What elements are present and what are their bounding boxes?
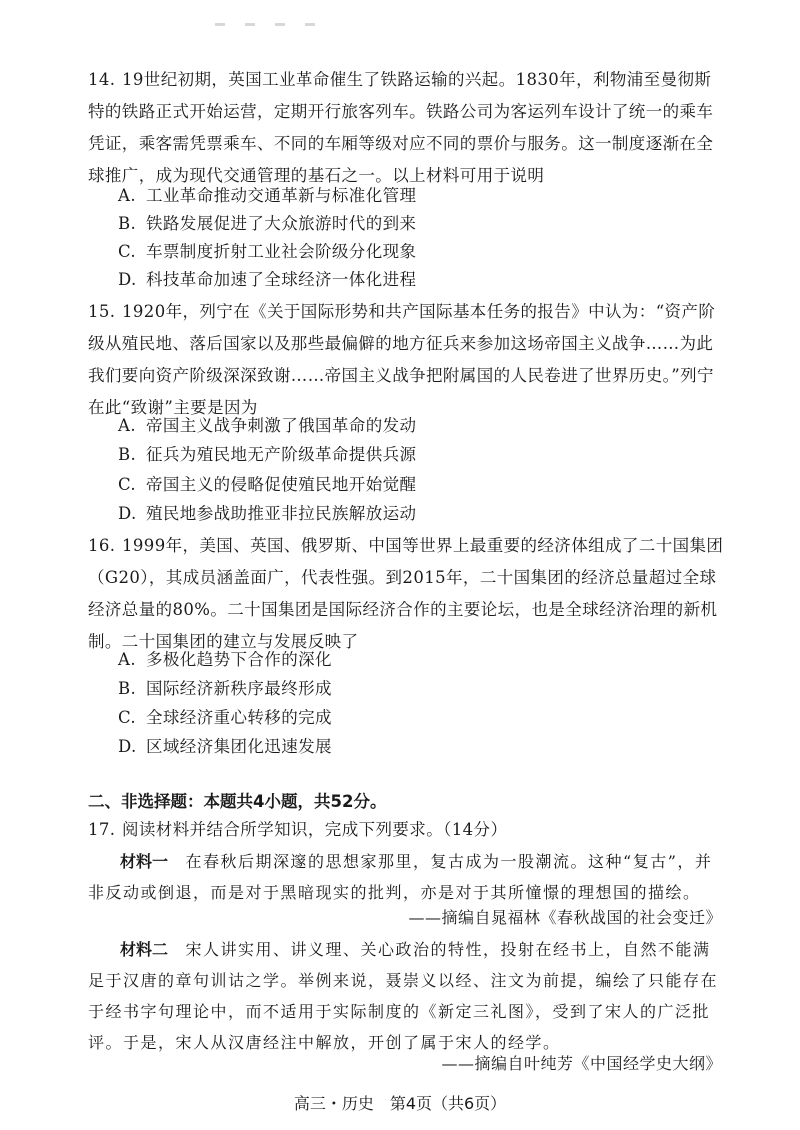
option-text: 征兵为殖民地无产阶级革命提供兵源 [146,445,417,464]
option-key: A. [118,416,136,435]
option-key: D. [118,270,137,289]
option-a [118,648,718,672]
question-stem: 阅读材料并结合所学知识，完成下列要求。（14分） [122,820,508,839]
page-footer: 高三・历史 第4页（共6页） [293,1094,507,1113]
option-text: 多极化趋势下合作的深化 [146,650,332,669]
option-text: 国际经济新秩序最终形成 [146,679,332,698]
material-text: 宋人讲实用、讲义理、关心政治的特性，投射在经书上，自然不能满足于汉唐的章句训诂之学。举例来说，聂崇义以经、注文为前提，编绘了只能存在于经书字句理论中，而不适用于实际制度的《新定三礼图》，受到了宋人的广泛批评。于是，宋人从汉唐经注中解放，开创了属于宋人的经学。 [88,940,719,1052]
question-stem: 1999年，美国、英国、俄罗斯、中国等世界上最重要的经济体组成了二十国集团（G20），其成员涵盖面广，代表性强。到2015年，二十国集团的经济总量超过全球经济总量的80%。二十国集团是国际经济合作的主要论坛，也是全球经济治理的新机制。二十国集团的建立与发展反映了 [88,536,724,651]
option-d [118,268,718,292]
option-key: C. [118,242,137,261]
option-c [118,240,718,264]
section-title: 二、非选择题：本题共4小题，共52分。 [88,792,387,811]
question-number: 14. [88,70,116,89]
option-text: 帝国主义战争刺激了俄国革命的发动 [146,416,417,435]
material-one [88,846,724,908]
option-b [118,443,718,467]
material-label: 材料二 [120,940,169,959]
option-b [118,212,718,236]
material-source: ——摘编自叶纯芳《中国经学史大纲》 [441,1054,722,1073]
option-key: D. [118,504,137,523]
option-c [118,706,718,730]
question-17 [88,818,724,842]
material-source: ——摘编自晁福林《春秋战国的社会变迁》 [408,908,722,927]
option-key: A. [118,186,136,205]
question-number: 16. [88,536,116,555]
question-number: 17. [88,820,116,839]
question-16 [88,530,724,658]
option-key: C. [118,475,137,494]
question-14 [88,64,724,192]
option-b [118,677,718,701]
option-c [118,473,718,497]
option-text: 铁路发展促进了大众旅游时代的到来 [146,214,417,233]
faint-header-marks [215,14,365,22]
option-key: A. [118,650,136,669]
option-text: 科技革命加速了全球经济一体化进程 [146,270,417,289]
option-a [118,414,718,438]
option-a [118,184,718,208]
option-key: C. [118,708,137,727]
material-two [88,934,724,1058]
option-text: 帝国主义的侵略促使殖民地开始觉醒 [146,475,417,494]
material-label: 材料一 [120,852,169,871]
question-number: 15. [88,302,116,321]
option-text: 车票制度折射工业社会阶级分化现象 [146,242,417,261]
option-key: D. [118,737,137,756]
question-stem: 19世纪初期，英国工业革命催生了铁路运输的兴起。1830年，利物浦至曼彻斯特的铁路正式开始运营，定期开行旅客列车。铁路公司为客运列车设计了统一的乘车凭证，乘客需凭票乘车、不同的车厢等级对应不同的票价与服务。这一制度逐渐在全球推广，成为现代交通管理的基石之一。以上材料可用于说明 [88,70,714,185]
option-d [118,735,718,759]
option-key: B. [118,679,137,698]
material-text: 在春秋后期深邃的思想家那里，复古成为一股潮流。这种“复古”，并非反动或倒退，而是对于黑暗现实的批判，亦是对于其所憧憬的理想国的描绘。 [88,852,713,902]
option-text: 区域经济集团化迅速发展 [146,737,332,756]
option-d [118,502,718,526]
option-text: 全球经济重心转移的完成 [146,708,332,727]
question-stem: 1920年，列宁在《关于国际形势和共产国际基本任务的报告》中认为：“资产阶级从殖民地、落后国家以及那些最偏僻的地方征兵来参加这场帝国主义战争……为此我们要向资产阶级深深致谢……帝国主义战争把附属国的人民卷进了世界历史。”列宁在此“致谢”主要是因为 [88,302,716,417]
option-text: 殖民地参战助推亚非拉民族解放运动 [146,504,417,523]
option-key: B. [118,445,137,464]
option-text: 工业革命推动交通革新与标准化管理 [146,186,417,205]
question-15 [88,296,724,424]
option-key: B. [118,214,137,233]
